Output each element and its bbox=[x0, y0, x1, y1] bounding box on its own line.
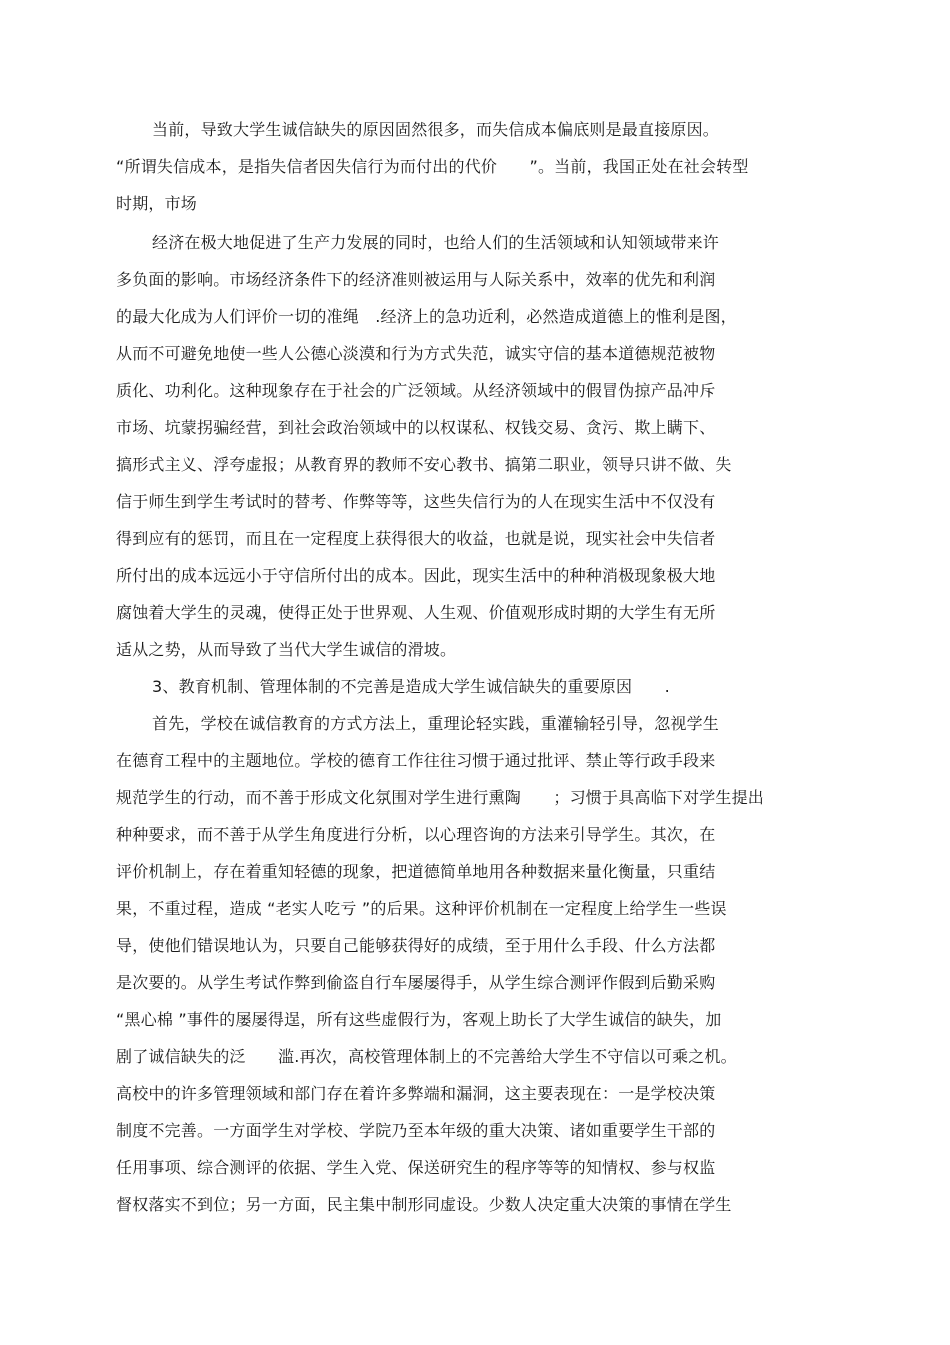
text-line: 制度不完善。一方面学生对学校、学院乃至本年级的重大决策、诸如重要学生干部的 bbox=[116, 1121, 716, 1140]
text-line: 质化、功利化。这种现象存在于社会的广泛领域。从经济领域中的假冒伪掠产品冲斥 bbox=[116, 381, 716, 400]
text-line: 时期，市场 bbox=[116, 194, 198, 213]
text-line: 多负面的影响。市场经济条件下的经济准则被运用与人际关系中，效率的优先和利润 bbox=[116, 270, 716, 289]
text-line: 经济在极大地促进了生产力发展的同时，也给人们的生活领域和认知领域带来许 bbox=[152, 233, 720, 252]
text-line: “所谓失信成本，是指失信者因失信行为而付出的代价 ”。当前，我国正处在社会转型 bbox=[116, 157, 749, 176]
text-line: 所付出的成本远远小于守信所付出的成本。因此，现实生活中的种种消极现象极大地 bbox=[116, 566, 716, 585]
text-line: 搞形式主义、浮夸虚报；从教育界的教师不安心教书、搞第二职业，领导只讲不做、失 bbox=[116, 455, 732, 474]
text-line: “黑心棉 ”事件的屡屡得逞，所有这些虚假行为，客观上助长了大学生诚信的缺失，加 bbox=[116, 1010, 722, 1029]
text-line: 市场、坑蒙拐骗经营，到社会政治领域中的以权谋私、权钱交易、贪污、欺上瞒下、 bbox=[116, 418, 716, 437]
text-line: 当前，导致大学生诚信缺失的原因固然很多，而失信成本偏底则是最直接原因。 bbox=[152, 120, 720, 139]
text-line: 督权落实不到位；另一方面，民主集中制形同虚设。少数人决定重大决策的事情在学生 bbox=[116, 1195, 732, 1214]
text-line: 得到应有的惩罚，而且在一定程度上获得很大的收益，也就是说，现实社会中失信者 bbox=[116, 529, 716, 548]
text-line: 果，不重过程，造成 “老实人吃亏 ”的后果。这种评价机制在一定程度上给学生一些误 bbox=[116, 899, 727, 918]
text-line: 从而不可避免地使一些人公德心淡漠和行为方式失范，诚实守信的基本道德规范被物 bbox=[116, 344, 716, 363]
text-line: 的最大化成为人们评价一切的准绳 .经济上的急功近利，必然造成道德上的惟利是图， bbox=[116, 307, 737, 326]
section-heading: 3、教育机制、管理体制的不完善是造成大学生诚信缺失的重要原因 . bbox=[152, 677, 670, 696]
text-line: 信于师生到学生考试时的替考、作弊等等，这些失信行为的人在现实生活中不仅没有 bbox=[116, 492, 716, 511]
text-line: 导，使他们错误地认为，只要自己能够获得好的成绩，至于用什么手段、什么方法都 bbox=[116, 936, 716, 955]
text-line: 高校中的许多管理领域和部门存在着许多弊端和漏洞，这主要表现在：一是学校决策 bbox=[116, 1084, 716, 1103]
text-line: 腐蚀着大学生的灵魂，使得正处于世界观、人生观、价值观形成时期的大学生有无所 bbox=[116, 603, 716, 622]
text-line: 任用事项、综合测评的依据、学生入党、保送研究生的程序等等的知情权、参与权监 bbox=[116, 1158, 716, 1177]
text-line: 规范学生的行动，而不善于形成文化氛围对学生进行熏陶 ；习惯于具高临下对学生提出 bbox=[116, 788, 765, 807]
text-line: 评价机制上，存在着重知轻德的现象，把道德简单地用各种数据来量化衡量，只重结 bbox=[116, 862, 716, 881]
text-line: 在德育工程中的主题地位。学校的德育工作往往习惯于通过批评、禁止等行政手段来 bbox=[116, 751, 716, 770]
text-line: 首先，学校在诚信教育的方式方法上，重理论轻实践，重灌输轻引导，忽视学生 bbox=[152, 714, 720, 733]
text-line: 是次要的。从学生考试作弊到偷盗自行车屡屡得手，从学生综合测评作假到后勤采购 bbox=[116, 973, 716, 992]
text-line: 适从之势，从而导致了当代大学生诚信的滑坡。 bbox=[116, 640, 457, 659]
text-line: 种种要求，而不善于从学生角度进行分析，以心理咨询的方法来引导学生。其次，在 bbox=[116, 825, 716, 844]
text-line: 剧了诚信缺失的泛 滥.再次，高校管理体制上的不完善给大学生不守信以可乘之机。 bbox=[116, 1047, 737, 1066]
